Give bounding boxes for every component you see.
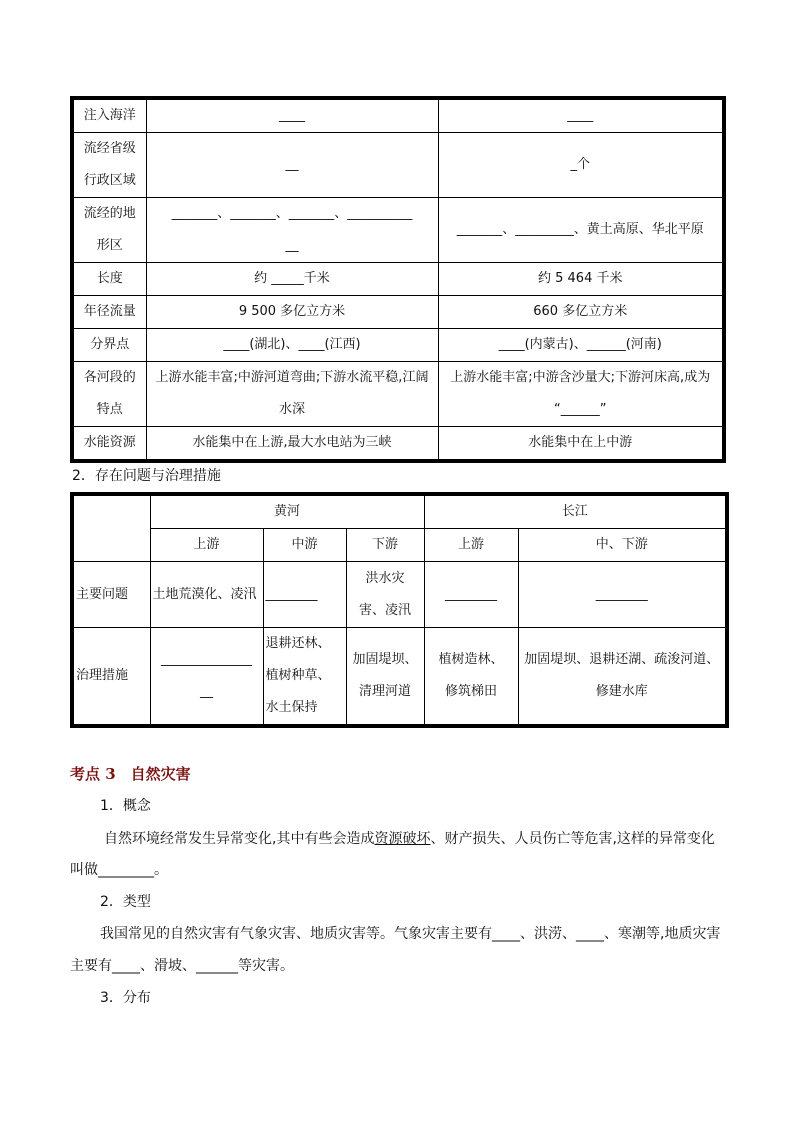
yangtze-cell <box>146 198 438 263</box>
problem-cell: ________ <box>518 562 727 628</box>
measure-cell <box>518 628 727 727</box>
row-label <box>72 133 146 198</box>
cell-line: __ <box>285 238 299 253</box>
table-row <box>72 198 724 263</box>
cell-line: ______________ <box>161 652 252 667</box>
cell-line: 植树种草、 <box>265 668 331 683</box>
measure-cell <box>150 628 263 727</box>
cell-line: 害、凌汛 <box>359 602 412 618</box>
yangtze-cell <box>146 362 438 427</box>
row-label <box>72 362 146 427</box>
river-header: 长江 <box>424 494 727 529</box>
table-row <box>72 529 727 562</box>
river-header: 黄河 <box>150 494 424 529</box>
types-text-cont: 主要有____、滑坡、______等灾害。 <box>70 958 294 974</box>
section-heading: 考点 3 自然灾害 <box>70 765 191 783</box>
text-span: 自然环境经常发生异常变化,其中有些会造成 <box>104 831 375 847</box>
problems-measures-table <box>70 492 729 728</box>
problem-cell: ________ <box>424 562 518 628</box>
yellow-river-cell: _个 <box>438 133 724 198</box>
concept-text <box>104 829 744 849</box>
row-label: 治理措施 <box>72 628 150 727</box>
segment-header: 下游 <box>346 529 424 562</box>
table-row <box>72 562 727 628</box>
cell-line: 修建水库 <box>595 684 648 699</box>
table-row <box>72 628 727 727</box>
table-row <box>72 263 724 296</box>
row-label: 长度 <box>72 263 146 296</box>
concept-text-cont: 叫做________。 <box>70 862 168 878</box>
cell-line: 修筑梯田 <box>445 684 498 699</box>
cell-line: 洪水灾 <box>365 570 405 586</box>
corner-cell <box>72 494 150 562</box>
row-label-line: 流经省级 <box>83 141 136 156</box>
cell-line: 上游水能丰富;中游河道弯曲;下游水流平稳,江阔 <box>155 370 429 385</box>
measure-cell <box>263 628 346 727</box>
row-label: 注入海洋 <box>72 98 146 133</box>
cell-line: 加固堤坝、退耕还湖、疏浚河道、 <box>524 652 720 667</box>
table-row <box>72 427 724 462</box>
section-title: 2．存在问题与治理措施 <box>72 468 221 484</box>
segment-header: 中游 <box>263 529 346 562</box>
segment-header: 上游 <box>150 529 263 562</box>
row-label-line: 各河段的 <box>83 370 136 385</box>
table-row <box>72 362 724 427</box>
segment-header: 上游 <box>424 529 518 562</box>
row-label <box>72 198 146 263</box>
segment-header: 中、下游 <box>518 529 727 562</box>
row-label: 年径流量 <box>72 296 146 329</box>
yangtze-cell: __ <box>146 133 438 198</box>
row-label-line: 流经的地 <box>83 206 136 221</box>
subsection-title: 1．概念 <box>100 798 151 814</box>
yellow-river-cell: ____ <box>438 98 724 133</box>
yangtze-cell: ____(湖北)、____(江西) <box>146 329 438 362</box>
yellow-river-cell: 水能集中在上中游 <box>438 427 724 462</box>
row-label: 水能资源 <box>72 427 146 462</box>
row-label: 主要问题 <box>72 562 150 628</box>
row-label-line: 形区 <box>96 238 123 253</box>
cell-line: _______、_______、_______、__________ <box>171 206 413 221</box>
row-label-line: 特点 <box>96 402 123 417</box>
problem-cell <box>346 562 424 628</box>
measure-cell <box>424 628 518 727</box>
yangtze-cell: ____ <box>146 98 438 133</box>
yellow-river-cell: _______、_________、黄土高原、华北平原 <box>438 198 724 263</box>
cell-line: 水土保持 <box>265 700 318 715</box>
yellow-river-cell: ____(内蒙古)、______(河南) <box>438 329 724 362</box>
table-row <box>72 494 727 529</box>
yellow-river-cell: 660 多亿立方米 <box>438 296 724 329</box>
cell-line: “______” <box>554 402 607 417</box>
underlined-term: 资源破坏 <box>374 831 431 847</box>
cell-line: 退耕还林、 <box>265 636 331 651</box>
yangtze-cell: 约 _____千米 <box>146 263 438 296</box>
yellow-river-cell <box>438 362 724 427</box>
yellow-river-cell: 约 5 464 千米 <box>438 263 724 296</box>
table-row <box>72 133 724 198</box>
cell-line: 上游水能丰富;中游含沙量大;下游河床高,成为 <box>450 370 711 385</box>
problem-cell: ________ <box>263 562 346 628</box>
subsection-title: 2．类型 <box>100 894 151 910</box>
subsection-title: 3．分布 <box>100 990 151 1006</box>
row-label: 分界点 <box>72 329 146 362</box>
cell-line: 植树造林、 <box>438 652 504 667</box>
table-row <box>72 98 724 133</box>
problem-cell: 土地荒漠化、凌汛 <box>150 562 263 628</box>
cell-line: __ <box>200 684 213 699</box>
table-row <box>72 296 724 329</box>
table-row <box>72 329 724 362</box>
types-text: 我国常见的自然灾害有气象灾害、地质灾害等。气象灾害主要有____、洪涝、____、寒潮等,地质灾害 <box>100 926 721 942</box>
yangtze-cell: 9 500 多亿立方米 <box>146 296 438 329</box>
cell-line: 加固堤坝、 <box>352 652 418 667</box>
yangtze-cell: 水能集中在上游,最大水电站为三峡 <box>146 427 438 462</box>
text-span: 、财产损失、人员伤亡等危害,这样的异常变化 <box>430 831 715 847</box>
row-label-line: 行政区域 <box>83 173 136 188</box>
cell-line: 水深 <box>278 402 305 417</box>
cell-line: 清理河道 <box>359 684 412 699</box>
measure-cell <box>346 628 424 727</box>
yangtze-yellow-comparison-table <box>70 96 726 463</box>
